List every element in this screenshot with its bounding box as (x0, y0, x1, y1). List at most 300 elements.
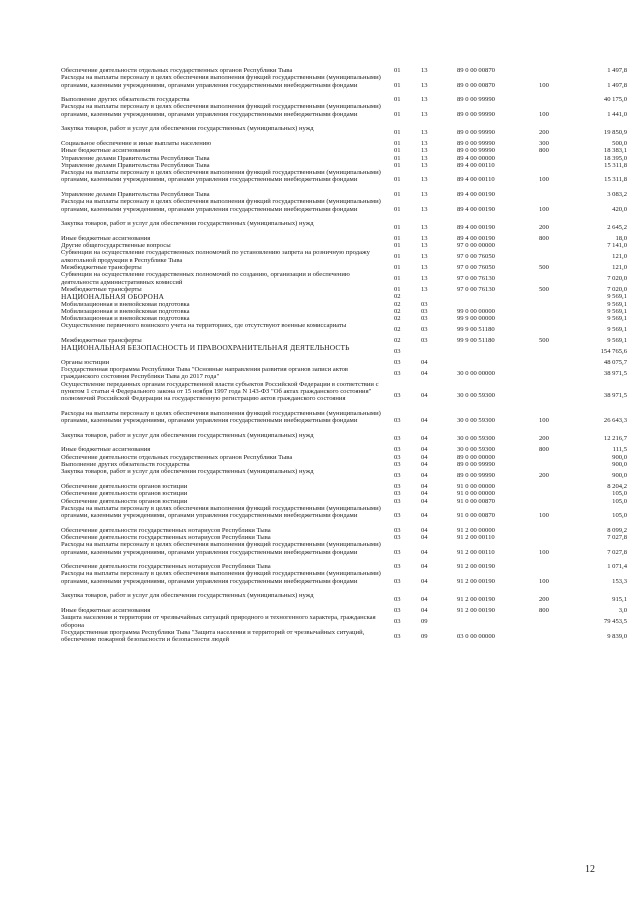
row-subsection-code: 09 (421, 632, 428, 640)
row-subsection-code: 04 (421, 596, 428, 604)
row-subsection-code: 13 (421, 96, 428, 104)
row-name: Выполнение других обязательств государства (61, 461, 190, 469)
row-name: Мобилизационная и вневойсковая подготовка (61, 300, 190, 308)
row-section-code: 03 (394, 417, 401, 425)
row-target-article: 91 2 00 00190 (457, 606, 495, 614)
row-target-article: 89 0 00 99990 (457, 139, 495, 147)
row-amount: 105,0 (612, 490, 627, 498)
table-row (61, 198, 627, 220)
row-subsection-code: 04 (421, 417, 428, 425)
row-subsection-code: 13 (421, 81, 428, 89)
row-target-article: 91 2 00 00000 (457, 526, 495, 534)
row-section-code: 01 (394, 176, 401, 184)
row-subsection-code: 03 (421, 326, 428, 334)
row-name: Обеспечение деятельности отдельных государственных органов Республики Тыва (61, 453, 293, 461)
row-name: Расходы на выплаты персоналу в целях обеспечения выполнения функций государственными (муниципальными) органами, казенными учреждениями, органами управления государственными внебюджетными фондами (61, 169, 381, 184)
row-amount: 900,0 (612, 461, 627, 469)
row-amount: 2 645,2 (607, 223, 627, 231)
row-expense-type: 300 (539, 139, 549, 147)
row-name: Осуществление переданных органам государственной власти субъектов Российской Федерации в соответствии с пунктом 1 статьи 4 Федерального закона от 15 ноября 1997 года N 143-ФЗ "Об актах гражданского состояния" полномочий Российской Федерации на государственную регистрацию актов гражданского состояния (61, 380, 379, 403)
table-row (61, 125, 627, 140)
table-row (61, 614, 627, 629)
row-target-article: 91 2 00 00110 (457, 548, 495, 556)
page-number: 12 (585, 864, 595, 875)
row-section-code: 01 (394, 274, 401, 282)
row-target-article: 89 4 00 00190 (457, 223, 495, 231)
row-amount: 153,3 (612, 577, 627, 585)
row-target-article: 97 0 00 00000 (457, 242, 495, 250)
row-section-code: 02 (394, 293, 401, 301)
row-section-code: 01 (394, 129, 401, 137)
row-target-article: 99 9 00 51180 (457, 336, 495, 344)
row-target-article: 30 0 00 59300 (457, 446, 495, 454)
table-row (61, 249, 627, 264)
row-section-code: 02 (394, 336, 401, 344)
table-row (61, 570, 627, 592)
row-target-article: 89 0 00 99990 (457, 96, 495, 104)
row-subsection-code: 04 (421, 606, 428, 614)
table-row (61, 527, 627, 534)
row-target-article: 89 0 00 00000 (457, 453, 495, 461)
row-amount: 8 204,2 (607, 482, 627, 490)
row-target-article: 89 4 00 00110 (457, 161, 495, 169)
row-section-code: 01 (394, 96, 401, 104)
row-target-article: 91 0 00 00000 (457, 482, 495, 490)
row-subsection-code: 04 (421, 482, 428, 490)
row-target-article: 91 0 00 00870 (457, 497, 495, 505)
table-row (61, 505, 627, 527)
row-name: Закупка товаров, работ и услуг для обеспечения государственных (муниципальных) нужд (61, 220, 314, 228)
table-row (61, 67, 627, 74)
row-section-code: 02 (394, 307, 401, 315)
row-subsection-code: 04 (421, 358, 428, 366)
row-name: Расходы на выплаты персоналу в целях обеспечения выполнения функций государственными (муниципальными) органами, казенными учреждениями, органами управления государственными внебюджетными фондами (61, 504, 381, 520)
row-name: Расходы на выплаты персоналу в целях обеспечения выполнения функций государственными (муниципальными) органами, казенными учреждениями, органами управления государственными внебюджетными фондами (61, 103, 381, 118)
row-subsection-code: 13 (421, 274, 428, 282)
row-expense-type: 200 (539, 471, 549, 479)
row-subsection-code: 04 (421, 577, 428, 585)
table-row (61, 534, 627, 541)
row-subsection-code: 04 (421, 497, 428, 505)
row-target-article: 97 0 00 76130 (457, 274, 495, 282)
row-target-article: 99 0 00 00000 (457, 307, 495, 315)
row-target-article: 89 0 00 00870 (457, 67, 495, 74)
table-row (61, 96, 627, 103)
row-amount: 7 027,8 (607, 548, 627, 556)
row-amount: 9 569,1 (607, 300, 627, 308)
row-name: Другие общегосударственные вопросы (61, 242, 171, 250)
row-subsection-code: 04 (421, 548, 428, 556)
row-target-article: 30 0 00 00000 (457, 369, 495, 377)
table-row (61, 147, 627, 154)
row-amount: 26 643,3 (603, 417, 627, 425)
row-target-article: 89 4 00 00000 (457, 154, 495, 162)
row-subsection-code: 13 (421, 242, 428, 250)
table-row (61, 264, 627, 271)
row-name: НАЦИОНАЛЬНАЯ БЕЗОПАСНОСТЬ И ПРАВООХРАНИТЕЛЬНАЯ ДЕЯТЕЛЬНОСТЬ (61, 343, 350, 353)
row-amount: 9 569,1 (607, 336, 627, 344)
row-expense-type: 100 (539, 81, 549, 89)
table-row (61, 629, 627, 644)
row-amount: 8 099,2 (607, 526, 627, 534)
row-subsection-code: 04 (421, 526, 428, 534)
row-expense-type: 100 (539, 176, 549, 184)
row-target-article: 89 0 00 99990 (457, 129, 495, 137)
table-row (61, 607, 627, 614)
row-section-code: 03 (394, 526, 401, 534)
row-subsection-code: 03 (421, 307, 428, 315)
row-amount: 111,5 (612, 446, 627, 454)
row-expense-type: 200 (539, 129, 549, 137)
row-name: Расходы на выплаты персоналу в целях обеспечения выполнения функций государственными (муниципальными) органами, казенными учреждениями, органами управления государственными внебюджетными фондами (61, 198, 381, 213)
row-target-article: 89 4 00 00190 (457, 205, 495, 213)
row-amount: 1 071,4 (607, 563, 627, 571)
row-target-article: 89 4 00 00190 (457, 191, 495, 199)
row-section-code: 01 (394, 234, 401, 242)
row-section-code: 03 (394, 461, 401, 469)
row-section-code: 01 (394, 285, 401, 293)
table-row (61, 220, 627, 235)
row-section-code: 03 (394, 435, 401, 443)
row-name: Расходы на выплаты персоналу в целях обеспечения выполнения функций государственными (муниципальными) органами, казенными учреждениями, органами управления государственными внебюджетными фондами (61, 409, 381, 425)
row-subsection-code: 13 (421, 234, 428, 242)
row-subsection-code: 04 (421, 471, 428, 479)
row-name: Иные бюджетные ассигнования (61, 234, 151, 242)
row-subsection-code: 13 (421, 154, 428, 162)
row-name: Выполнение других обязательств государства (61, 96, 190, 104)
row-amount: 3 083,2 (607, 191, 627, 199)
table-row (61, 103, 627, 125)
row-amount: 121,0 (612, 264, 627, 272)
table-row (61, 410, 627, 432)
row-section-code: 03 (394, 482, 401, 490)
row-name: Государственная программа Республики Тыва "Основные направления развития органов записи актов гражданского состояния Республики Тыва до 2017 года" (61, 366, 349, 381)
row-name: Субвенции на осуществление государственных полномочий по установлению запрета на розничную продажу алкогольной продукции в Республике Тыва (61, 249, 370, 264)
row-subsection-code: 13 (421, 223, 428, 231)
row-target-article: 30 0 00 59300 (457, 417, 495, 425)
row-expense-type: 800 (539, 606, 549, 614)
table-row (61, 483, 627, 490)
row-expense-type: 100 (539, 417, 549, 425)
row-section-code: 03 (394, 347, 401, 355)
row-name: Расходы на выплаты персоналу в целях обеспечения выполнения функций государственными (муниципальными) органами, казенными учреждениями, органами управления государственными внебюджетными фондами (61, 570, 381, 585)
row-amount: 9 569,1 (607, 307, 627, 315)
row-amount: 105,0 (612, 512, 627, 520)
row-subsection-code: 13 (421, 285, 428, 293)
row-name: Мобилизационная и вневойсковая подготовка (61, 315, 190, 323)
row-subsection-code: 04 (421, 435, 428, 443)
row-subsection-code: 13 (421, 67, 428, 74)
row-amount: 15 311,8 (604, 161, 627, 169)
row-subsection-code: 13 (421, 205, 428, 213)
row-target-article: 99 9 00 51180 (457, 326, 495, 334)
row-amount: 18 395,0 (603, 154, 627, 162)
table-row (61, 432, 627, 447)
row-name: НАЦИОНАЛЬНАЯ ОБОРОНА (61, 292, 165, 302)
row-target-article: 89 0 00 99990 (457, 461, 495, 469)
table-row (61, 359, 627, 366)
row-section-code: 01 (394, 161, 401, 169)
row-name: Закупка товаров, работ и услуг для обеспечения государственных (муниципальных) нужд (61, 468, 314, 476)
row-name: Межбюджетные трансферты (61, 336, 142, 344)
row-name: Управление делами Правительства Республики Тыва (61, 154, 210, 162)
row-amount: 7 027,8 (607, 534, 627, 541)
row-target-article: 89 4 00 00190 (457, 234, 495, 242)
row-amount: 915,1 (612, 596, 627, 604)
row-target-article: 91 2 00 00110 (457, 534, 495, 541)
row-name: Иные бюджетные ассигнования (61, 606, 151, 614)
table-row (61, 563, 627, 570)
row-subsection-code: 04 (421, 490, 428, 498)
table-row (61, 271, 627, 286)
row-expense-type: 100 (539, 577, 549, 585)
row-amount: 15 311,8 (604, 176, 627, 184)
row-target-article: 89 4 00 00110 (457, 176, 495, 184)
row-subsection-code: 13 (421, 110, 428, 118)
row-amount: 7 141,0 (607, 242, 627, 250)
row-target-article: 91 2 00 00190 (457, 563, 495, 571)
table-row (61, 308, 627, 315)
row-section-code: 03 (394, 471, 401, 479)
row-subsection-code: 04 (421, 446, 428, 454)
row-subsection-code: 13 (421, 253, 428, 261)
row-target-article: 89 0 00 99990 (457, 147, 495, 155)
row-name: Управление делами Правительства Республики Тыва (61, 191, 210, 199)
row-amount: 18 383,1 (603, 147, 627, 155)
row-section-code: 01 (394, 81, 401, 89)
row-name: Иные бюджетные ассигнования (61, 446, 151, 454)
row-subsection-code: 03 (421, 315, 428, 323)
row-expense-type: 200 (539, 596, 549, 604)
row-section-code: 03 (394, 606, 401, 614)
table-row (61, 446, 627, 453)
row-subsection-code: 13 (421, 129, 428, 137)
row-amount: 18,0 (615, 234, 627, 242)
row-section-code: 03 (394, 632, 401, 640)
table-row (61, 301, 627, 308)
row-target-article: 99 9 00 00000 (457, 315, 495, 323)
row-amount: 9 569,1 (607, 315, 627, 323)
row-name: Защита населения и территории от чрезвычайных ситуаций природного и техногенного характера, гражданская оборона (61, 614, 376, 629)
row-name: Обеспечение деятельности отдельных государственных органов Республики Тыва (61, 67, 293, 74)
row-amount: 9 569,1 (607, 326, 627, 334)
table-row (61, 322, 627, 337)
row-section-code: 03 (394, 497, 401, 505)
table-row (61, 381, 627, 410)
table-row (61, 490, 627, 497)
row-amount: 7 020,0 (607, 285, 627, 293)
row-subsection-code: 04 (421, 453, 428, 461)
row-amount: 900,0 (612, 471, 627, 479)
row-section-code: 01 (394, 264, 401, 272)
table-row (61, 140, 627, 147)
row-name: Мобилизационная и вневойсковая подготовка (61, 307, 190, 315)
row-section-code: 02 (394, 300, 401, 308)
table-row (61, 468, 627, 483)
row-amount: 38 971,5 (603, 391, 627, 399)
row-amount: 900,0 (612, 453, 627, 461)
table-row (61, 169, 627, 191)
row-target-article: 91 0 00 00000 (457, 490, 495, 498)
row-target-article: 91 2 00 00190 (457, 596, 495, 604)
table-row (61, 293, 627, 300)
row-expense-type: 100 (539, 110, 549, 118)
row-section-code: 01 (394, 67, 401, 74)
row-subsection-code: 09 (421, 617, 428, 625)
row-name: Социальное обеспечение и иные выплаты населению (61, 139, 212, 147)
row-subsection-code: 13 (421, 191, 428, 199)
row-section-code: 01 (394, 139, 401, 147)
row-section-code: 03 (394, 512, 401, 520)
row-name: Межбюджетные трансферты (61, 264, 142, 272)
row-expense-type: 100 (539, 548, 549, 556)
row-section-code: 03 (394, 617, 401, 625)
row-section-code: 01 (394, 110, 401, 118)
row-amount: 3,0 (618, 606, 627, 614)
row-expense-type: 500 (539, 336, 549, 344)
row-expense-type: 200 (539, 223, 549, 231)
row-section-code: 03 (394, 577, 401, 585)
row-name: Субвенции на осуществление государственных полномочий по созданию, организации и обеспечению деятельности административных комиссий (61, 271, 350, 286)
table-row (61, 498, 627, 505)
row-expense-type: 800 (539, 446, 549, 454)
row-subsection-code: 03 (421, 300, 428, 308)
row-subsection-code: 13 (421, 264, 428, 272)
table-row (61, 235, 627, 242)
row-amount: 38 971,5 (603, 369, 627, 377)
row-amount: 9 569,1 (607, 293, 627, 301)
row-name: Расходы на выплаты персоналу в целях обеспечения выполнения функций государственными (муниципальными) органами, казенными учреждениями, органами управления государственными внебюджетными фондами (61, 74, 381, 89)
row-amount: 154 765,6 (600, 347, 627, 355)
row-subsection-code: 13 (421, 176, 428, 184)
row-amount: 48 075,7 (603, 358, 627, 366)
row-target-article: 97 0 00 76130 (457, 285, 495, 293)
row-section-code: 01 (394, 253, 401, 261)
row-name: Закупка товаров, работ и услуг для обеспечения государственных (муниципальных) нужд (61, 592, 314, 600)
row-name: Обеспечение деятельности государственных нотариусов Республики Тыва (61, 526, 271, 534)
row-subsection-code: 04 (421, 563, 428, 571)
row-section-code: 01 (394, 191, 401, 199)
row-subsection-code: 04 (421, 461, 428, 469)
row-amount: 121,0 (612, 253, 627, 261)
row-name: Обеспечение деятельности органов юстиции (61, 490, 188, 498)
table-row (61, 315, 627, 322)
row-subsection-code: 13 (421, 139, 428, 147)
row-amount: 19 850,9 (603, 129, 627, 137)
budget-table (61, 67, 627, 643)
row-name: Органы юстиции (61, 358, 110, 366)
row-expense-type: 100 (539, 205, 549, 213)
row-amount: 420,0 (612, 205, 627, 213)
row-name: Расходы на выплаты персоналу в целях обеспечения выполнения функций государственными (муниципальными) органами, казенными учреждениями, органами управления государственными внебюджетными фондами (61, 541, 381, 556)
row-subsection-code: 04 (421, 534, 428, 541)
row-section-code: 03 (394, 391, 401, 399)
row-name: Осуществление первичного воинского учета на территориях, где отсутствуют военные комиссариаты (61, 322, 347, 330)
row-target-article: 91 0 00 00870 (457, 512, 495, 520)
row-name: Закупка товаров, работ и услуг для обеспечения государственных (муниципальных) нужд (61, 125, 314, 133)
row-expense-type: 800 (539, 234, 549, 242)
row-expense-type: 200 (539, 435, 549, 443)
row-name: Государственная программа Республики Тыва "Защита населения и территорий от чрезвычайных ситуаций, обеспечение пожарной безопасности и безопасности людей (61, 628, 365, 644)
row-section-code: 02 (394, 326, 401, 334)
row-section-code: 03 (394, 596, 401, 604)
table-row (61, 541, 627, 563)
row-subsection-code: 03 (421, 336, 428, 344)
table-row (61, 344, 627, 359)
row-target-article: 03 0 00 00000 (457, 632, 495, 640)
row-section-code: 01 (394, 205, 401, 213)
row-section-code: 03 (394, 563, 401, 571)
row-target-article: 89 0 00 99990 (457, 110, 495, 118)
row-section-code: 01 (394, 242, 401, 250)
table-row (61, 461, 627, 468)
row-name: Закупка товаров, работ и услуг для обеспечения государственных (муниципальных) нужд (61, 431, 314, 439)
row-amount: 9 839,0 (607, 632, 627, 640)
row-expense-type: 500 (539, 285, 549, 293)
row-section-code: 03 (394, 358, 401, 366)
row-target-article: 30 0 00 59300 (457, 391, 495, 399)
row-amount: 40 175,0 (603, 96, 627, 104)
row-target-article: 89 0 00 99990 (457, 471, 495, 479)
table-row (61, 74, 627, 96)
row-amount: 12 216,7 (603, 435, 627, 443)
row-section-code: 01 (394, 223, 401, 231)
row-name: Обеспечение деятельности органов юстиции (61, 482, 188, 490)
row-subsection-code: 04 (421, 369, 428, 377)
table-row (61, 162, 627, 169)
row-section-code: 03 (394, 369, 401, 377)
row-section-code: 03 (394, 446, 401, 454)
table-row (61, 155, 627, 162)
row-section-code: 01 (394, 147, 401, 155)
row-name: Межбюджетные трансферты (61, 285, 142, 293)
row-expense-type: 500 (539, 264, 549, 272)
table-row (61, 242, 627, 249)
row-name: Обеспечение деятельности государственных нотариусов Республики Тыва (61, 563, 271, 571)
row-target-article: 97 0 00 76050 (457, 264, 495, 272)
row-amount: 500,0 (612, 139, 627, 147)
row-amount: 7 020,0 (607, 274, 627, 282)
row-section-code: 01 (394, 154, 401, 162)
row-amount: 79 453,5 (603, 617, 627, 625)
table-row (61, 191, 627, 198)
row-subsection-code: 04 (421, 512, 428, 520)
row-name: Управление делами Правительства Республики Тыва (61, 161, 210, 169)
row-section-code: 03 (394, 548, 401, 556)
table-row (61, 454, 627, 461)
row-amount: 105,0 (612, 497, 627, 505)
row-section-code: 03 (394, 453, 401, 461)
row-subsection-code: 04 (421, 391, 428, 399)
row-target-article: 91 2 00 00190 (457, 577, 495, 585)
row-section-code: 03 (394, 490, 401, 498)
row-amount: 1 441,0 (607, 110, 627, 118)
row-subsection-code: 13 (421, 161, 428, 169)
row-amount: 1 497,8 (607, 81, 627, 89)
row-section-code: 02 (394, 315, 401, 323)
row-target-article: 97 0 00 76050 (457, 253, 495, 261)
row-name: Иные бюджетные ассигнования (61, 147, 151, 155)
row-target-article: 89 0 00 00870 (457, 81, 495, 89)
row-amount: 1 497,8 (607, 67, 627, 74)
row-section-code: 03 (394, 534, 401, 541)
row-subsection-code: 13 (421, 147, 428, 155)
table-row (61, 592, 627, 607)
row-name: Обеспечение деятельности государственных нотариусов Республики Тыва (61, 534, 271, 541)
row-target-article: 30 0 00 59300 (457, 435, 495, 443)
row-expense-type: 100 (539, 512, 549, 520)
row-name: Обеспечение деятельности органов юстиции (61, 497, 188, 505)
